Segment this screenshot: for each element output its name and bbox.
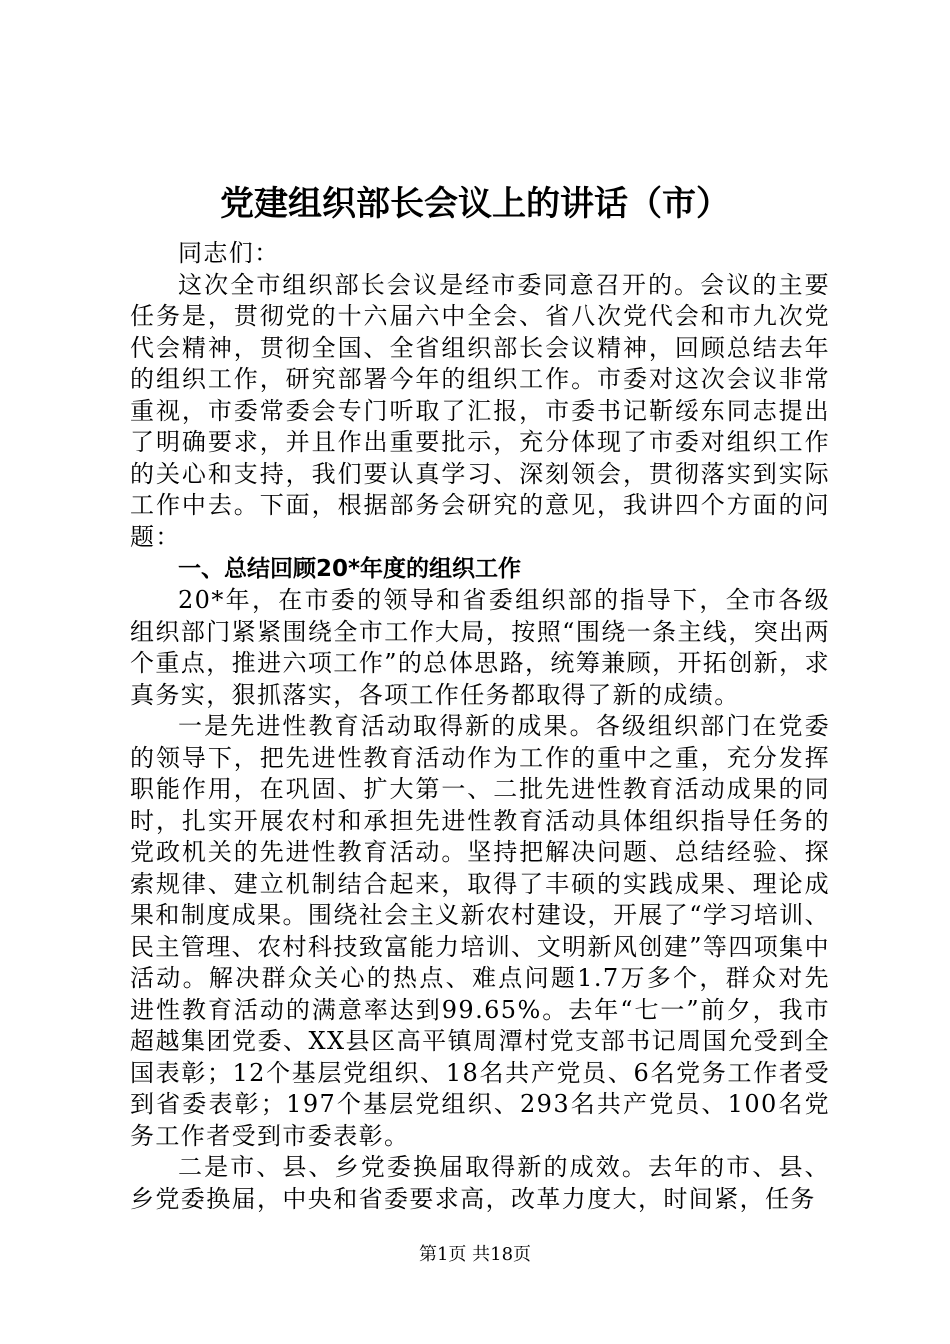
body-paragraph: 这次全市组织部长会议是经市委同意召开的。会议的主要任务是，贯彻党的十六届六中全会、省八次党代会和市九次党代会精神，贯彻全国、全省组织部长会议精神，回顾总结去年的组织工作，研究部署今年的组织工作。市委对这次会议非常重视，市委常委会专门听取了汇报，市委书记靳绥东同志提出了明确要求，并且作出重要批示，充分体现了市委对组织工作的关心和支持，我们要认真学习、深刻领会，贯彻落实到实际工作中去。下面，根据部务会研究的意见，我讲四个方面的问题： — [130, 270, 830, 551]
body-paragraph: 二是市、县、乡党委换届取得新的成效。去年的市、县、乡党委换届，中央和省委要求高，改革力度大，时间紧，任务 — [130, 1153, 830, 1213]
page-footer: 第1页 共18页 — [418, 1244, 532, 1265]
body-paragraph: 一是先进性教育活动取得新的成果。各级组织部门在党委的领导下，把先进性教育活动作为工作的重中之重，充分发挥职能作用，在巩固、扩大第一、二批先进性教育活动成果的同时，扎实开展农村和承担先进性教育活动具体组织指导任务的党政机关的先进性教育活动。坚持把解决问题、总结经验、探索规律、建立机制结合起来，取得了丰硕的实践成果、理论成果和制度成果。围绕社会主义新农村建设，开展了“学习培训、民主管理、农村科技致富能力培训、文明新风创建”等四项集中活动。解决群众关心的热点、难点问题1.7万多个，群众对先进性教育活动的满意率达到99.65%。去年“七一”前夕，我市超越集团党委、XX县区高平镇周潭村党支部书记周国允受到全国表彰；12个基层党组织、18名共产党员、6名党务工作者受到省委表彰；197个基层党组织、293名共产党员、100名党务工作者受到市委表彰。 — [130, 712, 830, 1150]
body-paragraph: 同志们： — [178, 239, 280, 267]
document-body — [130, 238, 830, 1215]
body-paragraph: 20*年，在市委的领导和省委组织部的指导下，全市各级组织部门紧紧围绕全市工作大局，按照“围绕一条主线，突出两个重点，推进六项工作”的总体思路，统筹兼顾，开拓创新，求真务实，狠抓落实，各项工作任务都取得了新的成绩。 — [130, 586, 830, 709]
document-title: 党建组织部长会议上的讲话（市） — [220, 184, 730, 224]
section-heading: 一、总结回顾20*年度的组织工作 — [178, 556, 522, 582]
